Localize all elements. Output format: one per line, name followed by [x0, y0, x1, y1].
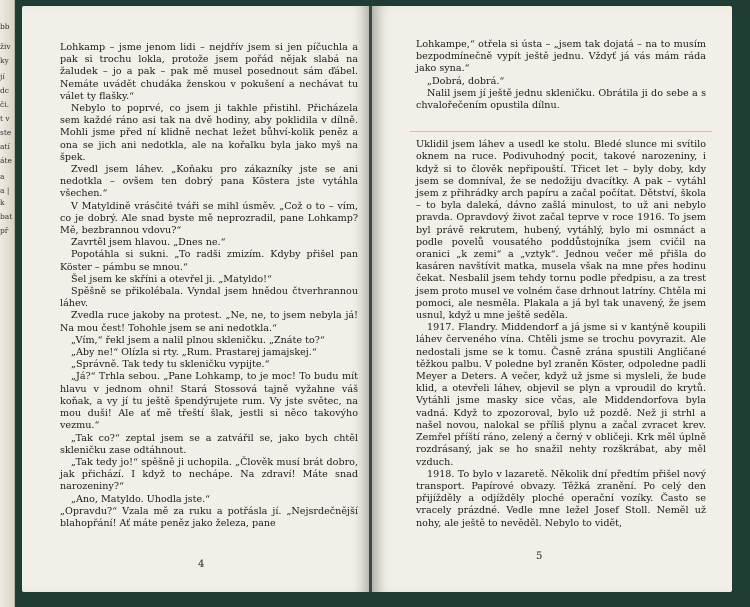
edge-text-fragment: k — [0, 198, 5, 207]
paragraph: Šel jsem ke skříni a otevřel ji. „Matyldo!“ — [71, 273, 272, 285]
paragraph: „Opravdu?“ Vzala mě za ruku a potřásla jí. „Nejsrdečnější blahopřání! Ať máte peněz jako železa, pane — [60, 505, 358, 529]
edge-text-fragment: a | — [0, 186, 10, 195]
edge-text-fragment: áte — [0, 156, 12, 165]
edge-text-fragment: ky — [0, 56, 9, 65]
paragraph: „Správně. Tak tedy tu skleničku vypijte.“ — [71, 359, 270, 371]
paragraph: Popotáhla si sukni. „To radši zmizím. Kdyby přišel pan Köster – pámbu se mnou.“ — [60, 249, 358, 273]
paragraph: V Matyldině vrásčité tváři se mihl úsměv. „Což o to – vím, co je dobrý. Ale snad byste mě neprozradil, pane Lohkamp? Mě, bezbrannou vdovu?“ — [60, 200, 358, 237]
section-divider — [410, 131, 712, 132]
paragraph: Spěšně se přikolébala. Vyndal jsem hnědou čtverhrannou láhev. — [60, 286, 358, 310]
paragraph: Uklidil jsem láhev a usedl ke stolu. Bledé slunce mi svítilo oknem na ruce. Podivuhodný pocit, takové narozeniny, i když si to člověk nepřipouští. Třicet let – byly doby, kdy jsem se domníval, že se nedožiju dvacítky. A pak – vytáhl jsem z přihrádky arch papíru a začal počítat. Dětství, škola – to byla daleká, dávno zašlá minulost, to už ani nebylo pravda. Opravdový život začal teprve v roce 1916. To jsem byl právě rekrutem, hubený, vytáhlý, bylo mi osmnáct a podle povelů vousatého poddůstojníka jsem cvičil na oranici „k zemi“ a „vztyk“. Jednou večer mě přišla do kasáren navštívit matka, musela však na mne přes hodinu čekat. Nesbalil jsem tehdy tornu podle předpisu, a za trest jsem proto musel ve volném čase drhnout latríny. Chtěla mi pomoci, ale nesměla. Plakala a já byl tak unavený, že jsem usnul, když u mne ještě seděla. — [416, 139, 706, 322]
right-page-number: 5 — [536, 551, 543, 562]
paragraph: Nebylo to poprvé, co jsem ji takhle přistihl. Přicházela sem každé ráno asi tak na dvě hodiny, aby poklidila v dílně. Mohli jsme před ní klidně nechat ležet bůhví-kolik peněz a ona se jich ani nedotkla, ale na kořalku byla jako myš na špek. — [60, 103, 358, 163]
paragraph: „Vím,“ řekl jsem a nalil plnou skleničku. „Znáte to?“ — [71, 334, 325, 346]
left-page — [22, 6, 370, 592]
paragraph: „Tak co?“ zeptal jsem se a zatvářil se, jako bych chtěl skleničku zase odtáhnout. — [60, 432, 358, 456]
paragraph: „Já?“ Trhla sebou. „Pane Lohkamp, to je moc! To budu mít hlavu v jednom ohni! Stará Stossová tajně vyžahne váš koňak, a vy jí tu ještě špendýrujete rum. Vy jste světec, na mou duši! Ale ať mě třeští šlak, jestli si něco takovýho vezmu.“ — [60, 371, 358, 432]
paragraph: Lohkamp – jsme jenom lidi – nejdřív jsem si jen píčuchla a pak si trochu lokla, protože jsem pořád nějak slabá na žaludek – jo a pak – pak mě musel posednout sám ďábel. Nemáte uvádět chudáka ženskou v pokušení a nechávat tu válet ty flašky.“ — [60, 42, 358, 102]
paragraph: Lohkampe,“ otřela si ústa – „jsem tak dojatá – na to musím bezpodmínečně vypít ještě jednu. Vždyť já vás mám ráda jako syna.“ — [416, 39, 706, 75]
edge-text-fragment: dc — [0, 86, 10, 95]
edge-text-fragment: živ — [0, 42, 11, 51]
paragraph: „Dobrá, dobrá.“ — [427, 75, 505, 87]
edge-text-fragment: t v — [0, 114, 10, 123]
left-page-text — [60, 42, 358, 530]
edge-text-fragment: ste — [0, 128, 12, 137]
paragraph: Zavrtěl jsem hlavou. „Dnes ne.“ — [71, 237, 226, 249]
paragraph: Zvedl jsem láhev. „Koňaku pro zákazníky jste se ani nedotkla – ovšem ten dobrý pana Köstera jste vytáhla všechen.“ — [60, 164, 358, 200]
edge-text-fragment: jí — [0, 72, 5, 81]
edge-text-fragment: či. — [0, 100, 9, 109]
right-page — [372, 6, 732, 592]
paragraph: 1918. To bylo v lazaretě. Několik dní předtím přišel nový transport. Papírové obvazy. Těžká zranění. Po celý den přijížděly a odjížděly ploché operační vozíky. Často se vracely prázdné. Vedle mne ležel Josef Stoll. Neměl už nohy, ale ještě to nevěděl. Nebylo to vidět, — [416, 468, 706, 529]
paragraph: Nalil jsem jí ještě jednu skleničku. Obrátila ji do sebe a s chvalořečením opustila dílnu. — [416, 87, 706, 112]
paragraph: „Ano, Matyldo. Uhodla jste.“ — [71, 493, 211, 505]
paragraph: „Aby ne!“ Olízla si rty. „Rum. Prastarej jamajskej.“ — [71, 347, 317, 359]
edge-text-fragment: př — [0, 226, 9, 235]
right-page-top-section — [416, 39, 706, 112]
right-page-main-section — [416, 139, 706, 530]
left-page-number: 4 — [198, 559, 205, 570]
edge-text-fragment: bb — [0, 22, 10, 31]
right-page-text — [416, 39, 706, 530]
edge-text-fragment: atí — [0, 142, 10, 151]
edge-text-fragment: a — [0, 172, 5, 181]
paragraph: „Tak tedy jo!“ spěšně ji uchopila. „Člověk musí brát dobro, jak přichází. I když to nechápe. Na zdraví! Máte snad narozeniny?“ — [60, 456, 358, 493]
paragraph: 1917. Flandry. Middendorf a já jsme si v kantýně koupili láhev červeného vína. Chtěli jsme se trochu povyrazit. Ale nedostali jsme se k tomu. Časně zrána spustili Angličané těžkou palbu. V poledne byl zraněn Köster, odpoledne padli Meyer a Deters. A večer, když už jsme si mysleli, že bude klid, a otevřeli láhev, objevil se plyn a vproudil do krytů. Vytáhli jsme masky sice včas, ale Middendorfova byla vadná. Když to zpozoroval, bylo už pozdě. Než ji strhl a našel novou, nalokal se příliš plynu a začal zvracet krev. Zemřel příští ráno, zelený a černý v obličeji. Krk měl úplně rozdrásaný, jak se ho snažil nehty rozškrábat, aby měl vzduch. — [416, 322, 706, 468]
edge-text-fragment: bat — [0, 212, 13, 221]
paragraph: Zvedla ruce jakoby na protest. „Ne, ne, to jsem nebyla já! Na mou čest! Tohohle jsem se ani nedotkla.“ — [60, 310, 358, 334]
